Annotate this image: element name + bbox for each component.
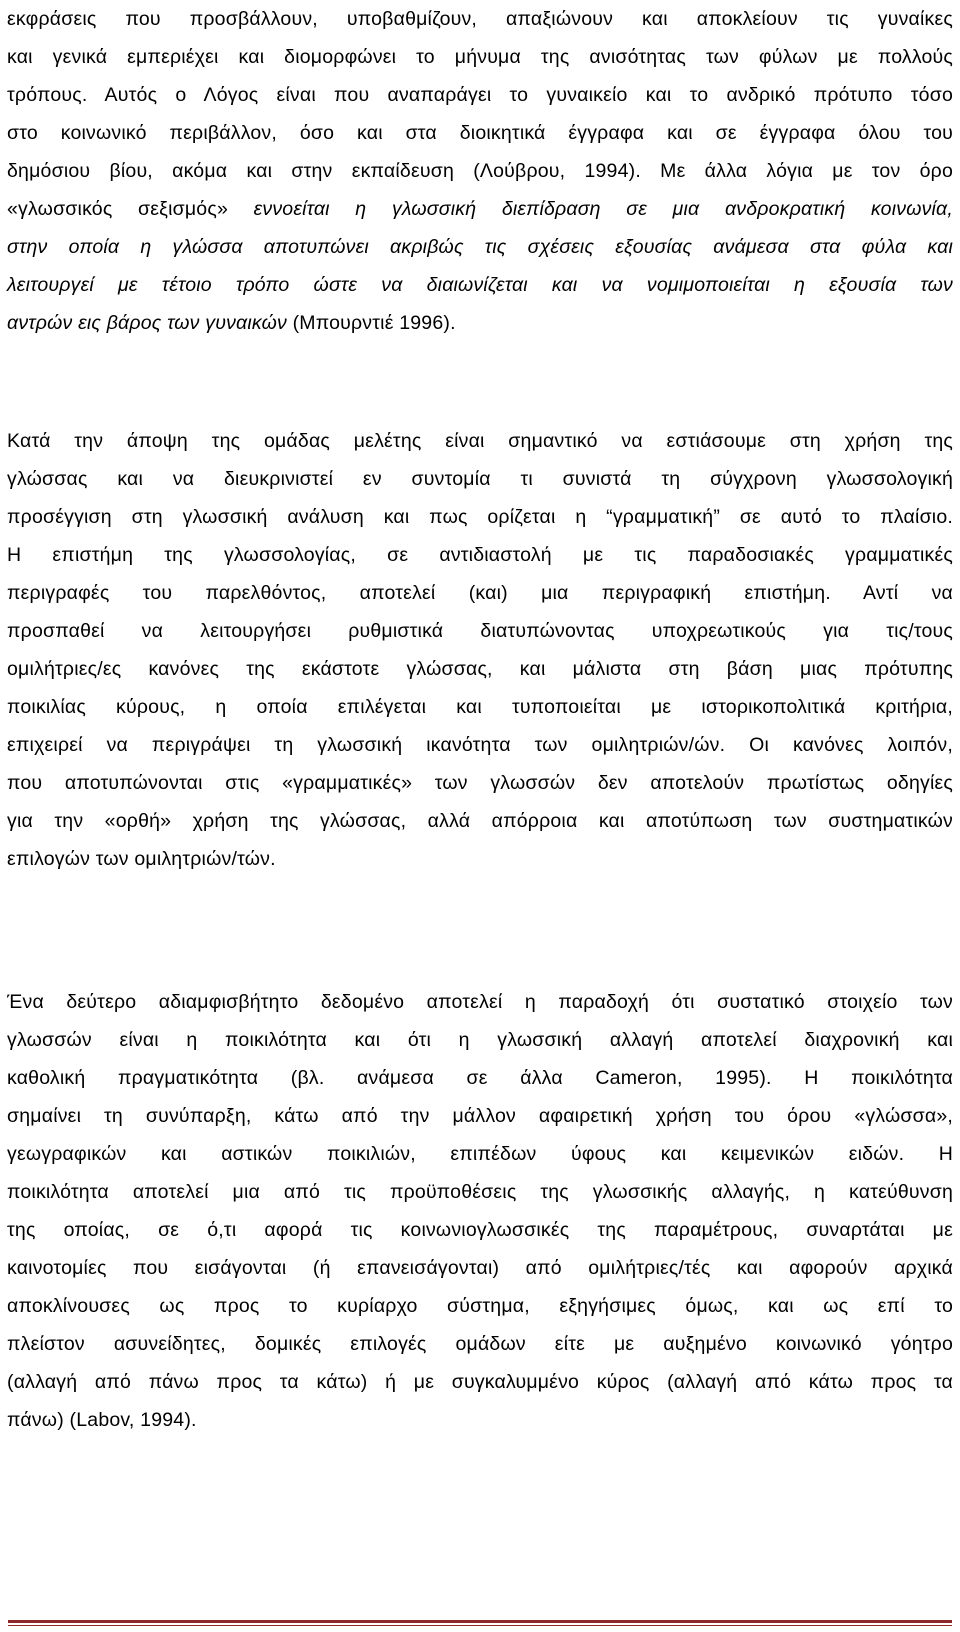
text-line [7,1211,953,1249]
text-run: προσπαθεί να λειτουργήσει ρυθμιστικά διατυπώνοντας υποχρεωτικούς για τις/τους [7,620,953,642]
citation: (Μπουρντιέ 1996). [286,312,456,334]
text-run: επιλογών των ομιλητριών/τών. [7,848,276,870]
text-run: εκφράσεις που προσβάλλουν, υποβαθμίζουν, απαξιώνουν και αποκλείουν τις γυναίκες [7,8,953,30]
text-run: για την «ορθή» χρήση της γλώσσας, αλλά απόρροια και αποτύπωση των συστηματικών [7,810,953,832]
italic-text-run: λειτουργεί με τέτοιο τρόπο ώστε να διαιωνίζεται και να νομιμοποιείται η εξουσία των [7,274,953,296]
text-run: Η επιστήμη της γλωσσολογίας, σε αντιδιαστολή με τις παραδοσιακές γραμματικές [7,544,953,566]
text-run: (αλλαγή από πάνω προς τα κάτω) ή με συγκαλυμμένο κύρος (αλλαγή από κάτω προς τα [7,1371,953,1393]
text-line [7,1059,953,1097]
text-line [7,38,953,76]
text-line [7,650,953,688]
text-line [7,266,953,304]
footer-divider [8,1620,952,1626]
italic-text-run: στην οποία η γλώσσα αποτυπώνει ακριβώς τις σχέσεις εξουσίας ανάμεσα στα φύλα και [7,236,953,258]
text-run: και γενικά εμπεριέχει και διομορφώνει το μήνυμα της ανισότητας των φύλων με πολλούς [7,46,953,68]
text-line [7,574,953,612]
text-run: της οποίας, σε ό,τι αφορά τις κοινωνιογλωσσικές της παραμέτρους, συναρτάται με [7,1219,953,1241]
text-run: Κατά την άποψη της ομάδας μελέτης είναι σημαντικό να εστιάσουμε στη χρήση της [7,430,953,452]
text-line [7,1173,953,1211]
text-run: σημαίνει τη συνύπαρξη, κάτω από την μάλλον αφαιρετική χρήση του όρου «γλώσσα», [7,1105,953,1127]
text-line [7,1249,953,1287]
text-line [7,460,953,498]
text-run: περιγραφές του παρελθόντος, αποτελεί (και) μια περιγραφική επιστήμη. Αντί να [7,582,953,604]
text-line [7,422,953,460]
text-run: επιχειρεί να περιγράψει τη γλωσσική ικανότητα των ομιλητριών/ών. Οι κανόνες λοιπόν, [7,734,953,756]
text-line [7,228,953,266]
text-line [7,76,953,114]
text-line [7,726,953,764]
paragraph-3 [7,983,953,1439]
text-line [7,152,953,190]
text-run: στο κοινωνικό περιβάλλον, όσο και στα διοικητικά έγγραφα και σε έγγραφα όλου του [7,122,953,144]
text-line [7,536,953,574]
paragraph-1 [7,0,953,342]
text-line [7,304,953,342]
paragraph-2 [7,422,953,878]
text-run: Ένα δεύτερο αδιαμφισβήτητο δεδομένο αποτελεί η παραδοχή ότι συστατικό στοιχείο των [7,991,953,1013]
text-run: ποικιλότητα αποτελεί μια από τις προϋποθέσεις της γλωσσικής αλλαγής, η κατεύθυνση [7,1181,953,1203]
footer-divider-thin [8,1625,952,1626]
text-run: γλώσσας και να διευκρινιστεί εν συντομία τι συνιστά τη σύγχρονη γλωσσολογική [7,468,953,490]
text-line [7,802,953,840]
text-line [7,840,953,878]
text-run: πάνω) (Labov, 1994). [7,1409,197,1431]
text-line [7,498,953,536]
text-line [7,0,953,38]
text-line [7,1021,953,1059]
text-run: τρόπους. Αυτός ο Λόγος είναι που αναπαράγει το γυναικείο και το ανδρικό πρότυπο τόσο [7,84,953,106]
text-run: γεωγραφικών και αστικών ποικιλιών, επιπέδων ύφους και κειμενικών ειδών. Η [7,1143,953,1165]
text-run: καινοτομίες που εισάγονται (ή επανεισάγονται) από ομιλήτριες/τές και αφορούν αρχικά [7,1257,953,1279]
italic-text-run: αντρών εις βάρος των γυναικών [7,312,287,334]
footer-divider-thick [8,1620,952,1623]
text-line [7,114,953,152]
text-run: αποκλίνουσες ως προς το κυρίαρχο σύστημα, εξηγήσιμες όμως, και ως επί το [7,1295,953,1317]
text-line [7,764,953,802]
text-run: ποικιλίας κύρους, η οποία επιλέγεται και τυποποιείται με ιστορικοπολιτικά κριτήρια, [7,696,953,718]
text-run: καθολική πραγματικότητα (βλ. ανάμεσα σε άλλα Cameron, 1995). Η ποικιλότητα [7,1067,953,1089]
text-line [7,983,953,1021]
text-line [7,1325,953,1363]
text-line [7,612,953,650]
text-run: δημόσιου βίου, ακόμα και στην εκπαίδευση (Λούβρου, 1994). Με άλλα λόγια με τον όρο [7,160,953,182]
text-line [7,1401,953,1439]
text-run: γλωσσών είναι η ποικιλότητα και ότι η γλωσσική αλλαγή αποτελεί διαχρονική και [7,1029,953,1051]
text-run: που αποτυπώνονται στις «γραμματικές» των γλωσσών δεν αποτελούν πρωτίστως οδηγίες [7,772,953,794]
text-run: ομιλήτριες/ες κανόνες της εκάστοτε γλώσσας, και μάλιστα στη βάση μιας πρότυπης [7,658,953,680]
text-line [7,1287,953,1325]
text-line [7,190,953,228]
text-run: προσέγγιση στη γλωσσική ανάλυση και πως ορίζεται η “γραμματική” σε αυτό το πλαίσιο. [7,506,953,528]
text-run: «γλωσσικός σεξισμός» [7,198,228,220]
text-line [7,688,953,726]
text-line [7,1135,953,1173]
text-line [7,1097,953,1135]
text-line [7,1363,953,1401]
text-run: πλείστον ασυνείδητες, δομικές επιλογές ομάδων είτε με αυξημένο κοινωνικό γόητρο [7,1333,953,1355]
italic-text-run: εννοείται η γλωσσική διεπίδραση σε μια ανδροκρατική κοινωνία, [228,198,953,220]
